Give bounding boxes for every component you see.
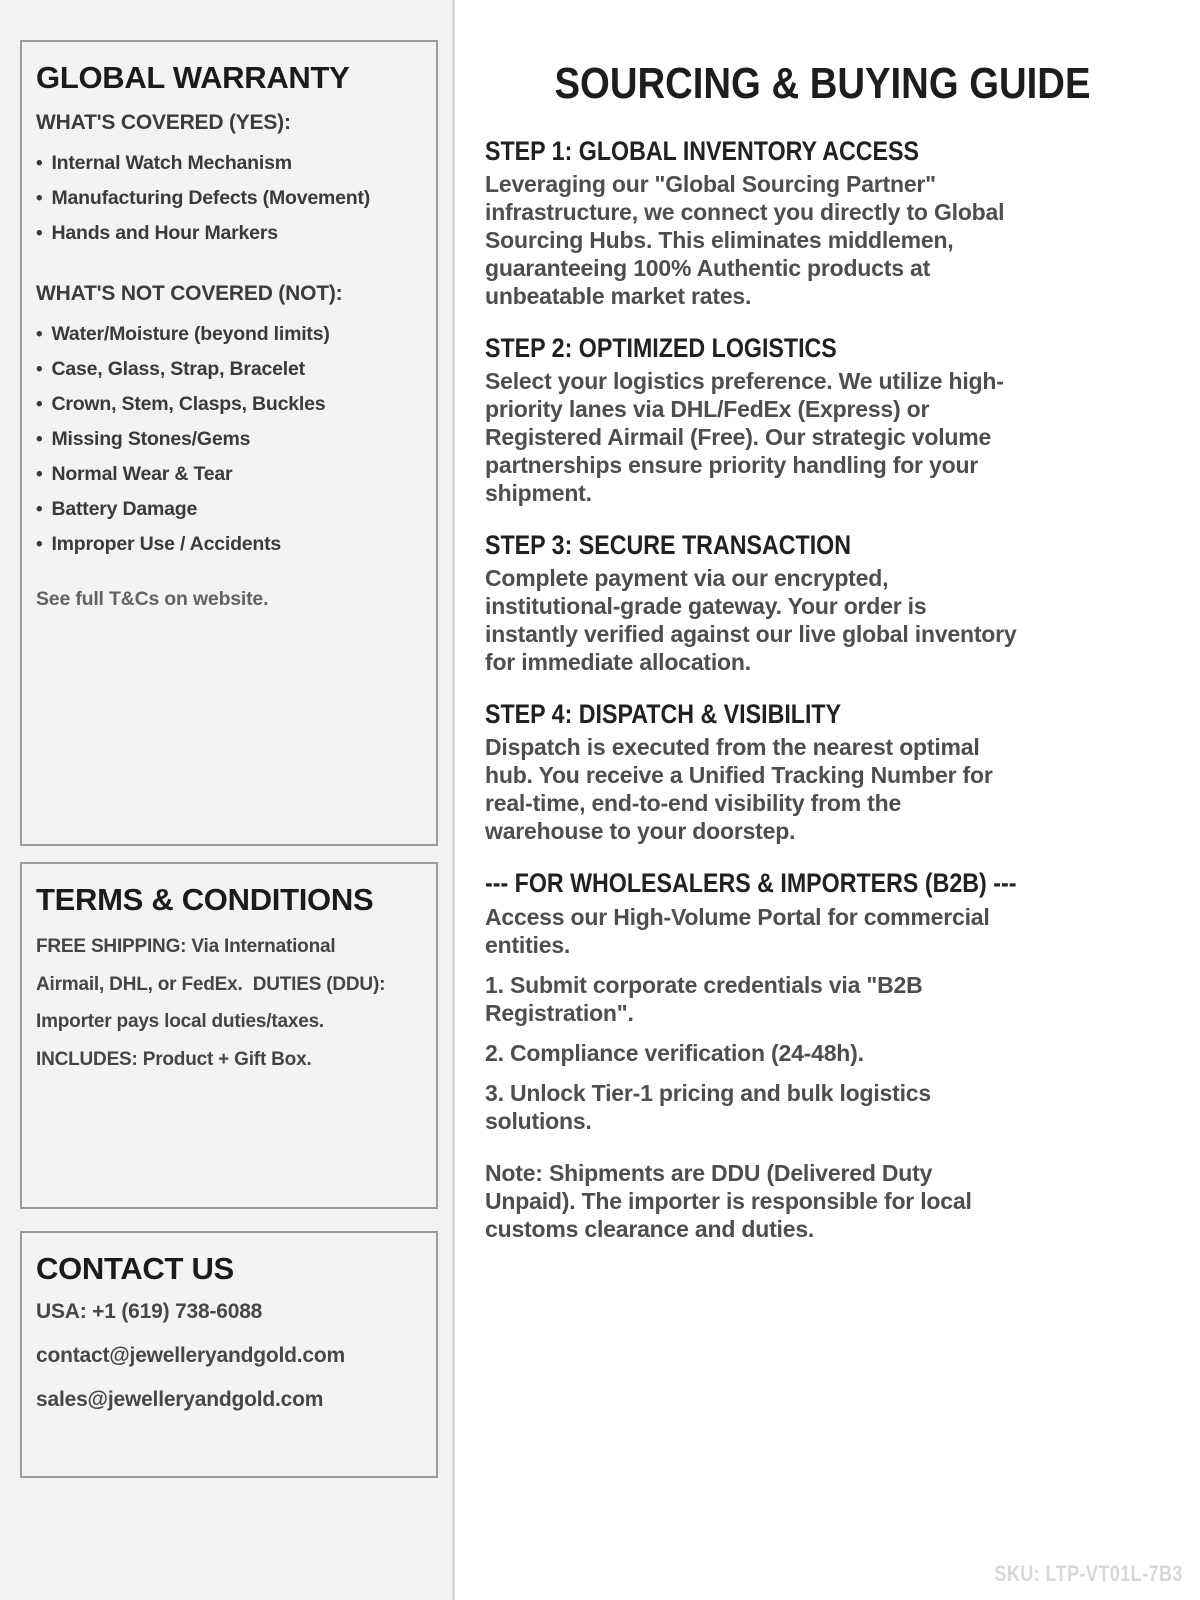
step-1-heading: STEP 1: GLOBAL INVENTORY ACCESS bbox=[485, 136, 919, 166]
step-3-heading: STEP 3: SECURE TRANSACTION bbox=[485, 530, 851, 560]
list-item: • Crown, Stem, Clasps, Buckles bbox=[36, 387, 422, 422]
info-sidebar bbox=[0, 0, 455, 1600]
b2b-section bbox=[485, 867, 1160, 1243]
contact-email-primary: contact@jewelleryandgold.com bbox=[36, 1344, 345, 1367]
terms-body: FREE SHIPPING: Via International Airmail, DHL, or FedEx. DUTIES (DDU): Importer pays local duties/taxes. INCLUDES: Product + Gift Box. bbox=[36, 936, 391, 1070]
list-item: • Battery Damage bbox=[36, 492, 422, 527]
list-item: • Improper Use / Accidents bbox=[36, 527, 422, 562]
list-item: • Case, Glass, Strap, Bracelet bbox=[36, 352, 422, 387]
step-2-heading: STEP 2: OPTIMIZED LOGISTICS bbox=[485, 333, 837, 363]
step-2-body: Select your logistics preference. We utilize high-priority lanes via DHL/FedEx (Express) or Registered Airmail (Free). Our strategic volume partnerships ensure priority handling for your shipment. bbox=[485, 368, 1004, 506]
warranty-not-covered-list bbox=[36, 317, 422, 562]
b2b-item-1: 1. Submit corporate credentials via "B2B Registration". bbox=[485, 972, 923, 1026]
list-item: • Internal Watch Mechanism bbox=[36, 146, 422, 181]
page-title: SOURCING & BUYING GUIDE bbox=[554, 59, 1091, 108]
terms-title: TERMS & CONDITIONS bbox=[36, 882, 374, 917]
warranty-box bbox=[20, 40, 438, 846]
step-4-heading: STEP 4: DISPATCH & VISIBILITY bbox=[485, 699, 842, 729]
b2b-item-2: 2. Compliance verification (24-48h). bbox=[485, 1040, 864, 1066]
list-item: • Manufacturing Defects (Movement) bbox=[36, 181, 422, 216]
warranty-tcs-note: See full T&Cs on website. bbox=[36, 588, 269, 610]
contact-email-sales: sales@jewelleryandgold.com bbox=[36, 1388, 324, 1411]
step-1-body: Leveraging our "Global Sourcing Partner" infrastructure, we connect you directly to Global Sourcing Hubs. This eliminates middlemen, guaranteeing 100% Authentic products at unbeatable market rates. bbox=[485, 171, 1005, 309]
list-item: • Missing Stones/Gems bbox=[36, 422, 422, 457]
step-1-section bbox=[485, 135, 1160, 310]
list-item: • Normal Wear & Tear bbox=[36, 457, 422, 492]
list-item: • Hands and Hour Markers bbox=[36, 216, 422, 251]
terms-box bbox=[20, 862, 438, 1209]
warranty-covered-list bbox=[36, 146, 422, 251]
b2b-intro: Access our High-Volume Portal for commercial entities. bbox=[485, 904, 990, 958]
step-3-section bbox=[485, 529, 1160, 676]
contact-box bbox=[20, 1231, 438, 1478]
b2b-ddu-note: Note: Shipments are DDU (Delivered Duty Unpaid). The importer is responsible for local customs clearance and duties. bbox=[485, 1160, 972, 1242]
warranty-covered-subhead: WHAT'S COVERED (YES): bbox=[36, 111, 291, 134]
b2b-item-3: 3. Unlock Tier-1 pricing and bulk logistics solutions. bbox=[485, 1080, 931, 1134]
sku-label: SKU: LTP-VT01L-7B3 bbox=[994, 1561, 1183, 1586]
list-item: • Water/Moisture (beyond limits) bbox=[36, 317, 422, 352]
sourcing-guide-main bbox=[455, 0, 1200, 1600]
warranty-title: GLOBAL WARRANTY bbox=[36, 60, 350, 95]
step-3-body: Complete payment via our encrypted, institutional-grade gateway. Your order is instantly verified against our live global inventory for immediate allocation. bbox=[485, 565, 1017, 675]
warranty-not-covered-subhead: WHAT'S NOT COVERED (NOT): bbox=[36, 282, 343, 305]
step-4-body: Dispatch is executed from the nearest optimal hub. You receive a Unified Tracking Number for real-time, end-to-end visibility from the warehouse to your doorstep. bbox=[485, 734, 993, 844]
step-4-section bbox=[485, 698, 1160, 845]
b2b-heading: --- FOR WHOLESALERS & IMPORTERS (B2B) --- bbox=[485, 868, 1017, 898]
contact-phone: USA: +1 (619) 738-6088 bbox=[36, 1300, 263, 1323]
step-2-section bbox=[485, 332, 1160, 507]
contact-title: CONTACT US bbox=[36, 1251, 234, 1286]
